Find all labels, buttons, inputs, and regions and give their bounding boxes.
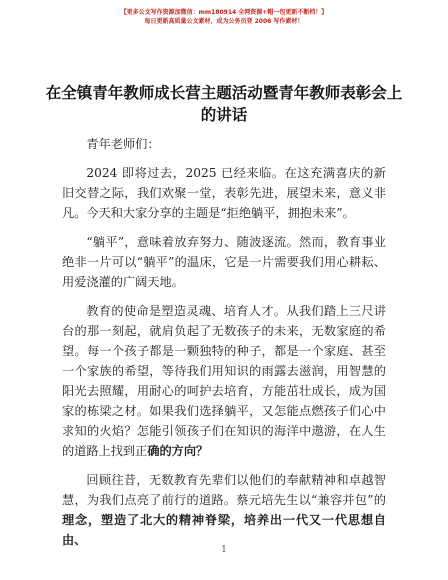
header-banner	[0, 8, 448, 26]
banner-line-2: 每日更新高质量公文素材，成为公务员登 2006 写作素材！	[144, 18, 304, 25]
paragraph-4-text: 回顾往昔，无数教育先辈们以他们的奉献精神和卓越智慧，为我们点亮了前行的道路。蔡元培先生以“兼容并包”的	[62, 473, 386, 507]
paragraph-4	[62, 470, 386, 550]
document-body	[62, 134, 386, 559]
page-number: 1	[221, 545, 227, 555]
paragraph-3	[62, 301, 386, 461]
paragraph-2: “躺平”，意味着放弃努力、随波逐流。然而，教育事业绝非一片可以“躺平”的温床，它是一片需要我们用心耕耘、用爱浇灌的广阔天地。	[62, 235, 386, 289]
paragraph-1: 2024 即将过去，2025 已经来临。在这充满喜庆的新旧交替之际，我们欢聚一堂，表彰先进，展望未来，意义非凡。今天和大家分享的主题是“拒绝躺平，拥抱未来”。	[62, 166, 386, 220]
document-title: 在全镇青年教师成长营主题活动暨青年教师表彰会上的讲话	[45, 84, 403, 124]
banner-line-1: 【更多公文写作资源加微信：mm180914 全网资源+帽一包更新不断档！】	[120, 9, 328, 16]
paragraph-4-bold: 理念，塑造了北大的精神脊梁，培养出一代又一代思想自由、	[62, 513, 386, 547]
salutation: 青年老师们：	[86, 137, 160, 151]
paragraph-3-text: 教育的使命是塑造灵魂、培育人才。从我们踏上三尺讲台的那一刻起，就肩负起了无数孩子的未来，无数家庭的希望。每一个孩子都是一颗独特的种子，都是一个家庭、甚至一个家族的希望，等待我们用知识的雨露去滋润，用智慧的阳光去照耀，用耐心的呵护去培育，方能茁壮成长，成为国家的栋梁之材。如果我们选择躺平，又怎能点燃孩子们心中求知的火焰？怎能引领孩子们在知识的海洋中遨游，在人生的道路上找到正	[62, 304, 386, 458]
paragraph-3-bold-tail: 确的方向？	[147, 444, 209, 458]
